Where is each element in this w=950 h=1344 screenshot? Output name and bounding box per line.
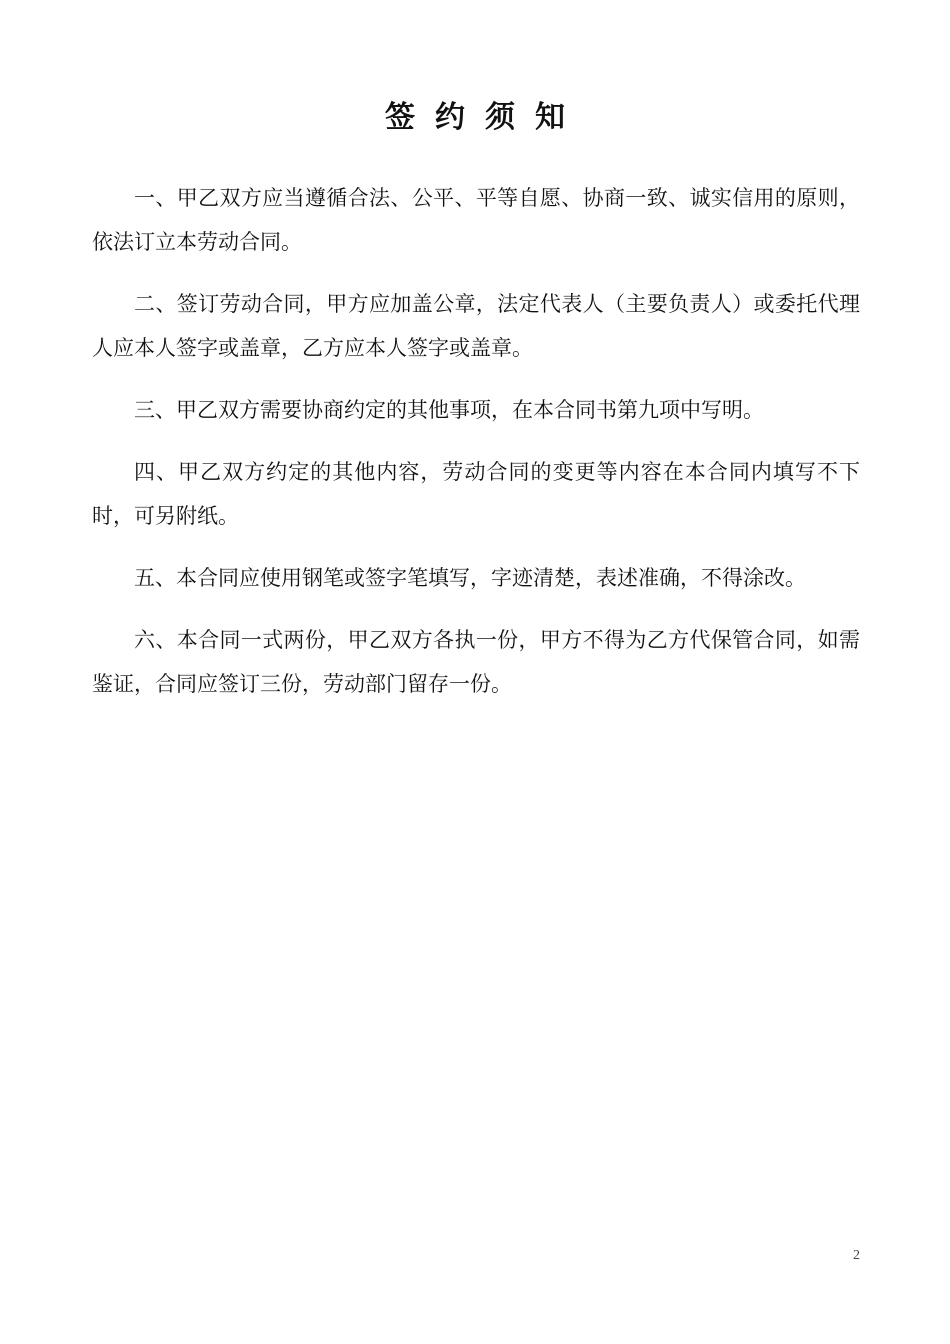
notice-item-2: 二、签订劳动合同，甲方应加盖公章，法定代表人（主要负责人）或委托代理人应本人签字或盖章，乙方应本人签字或盖章。 — [92, 292, 860, 360]
page-title: 签约须知 — [385, 100, 585, 135]
notice-item-6: 六、本合同一式两份，甲乙双方各执一份，甲方不得为乙方代保管合同，如需鉴证，合同应签订三份，劳动部门留存一份。 — [92, 628, 860, 696]
notice-item-5: 五、本合同应使用钢笔或签字笔填写，字迹清楚，表述准确，不得涂改。 — [134, 566, 806, 590]
notice-item-1: 一、甲乙双方应当遵循合法、公平、平等自愿、协商一致、诚实信用的原则，依法订立本劳动合同。 — [92, 186, 860, 254]
notice-item-3: 三、甲乙双方需要协商约定的其他事项，在本合同书第九项中写明。 — [134, 398, 764, 422]
page-number: 2 — [853, 1248, 860, 1263]
notice-item-4: 四、甲乙双方约定的其他内容，劳动合同的变更等内容在本合同内填写不下时，可另附纸。 — [92, 460, 860, 528]
notice-body — [92, 176, 860, 724]
